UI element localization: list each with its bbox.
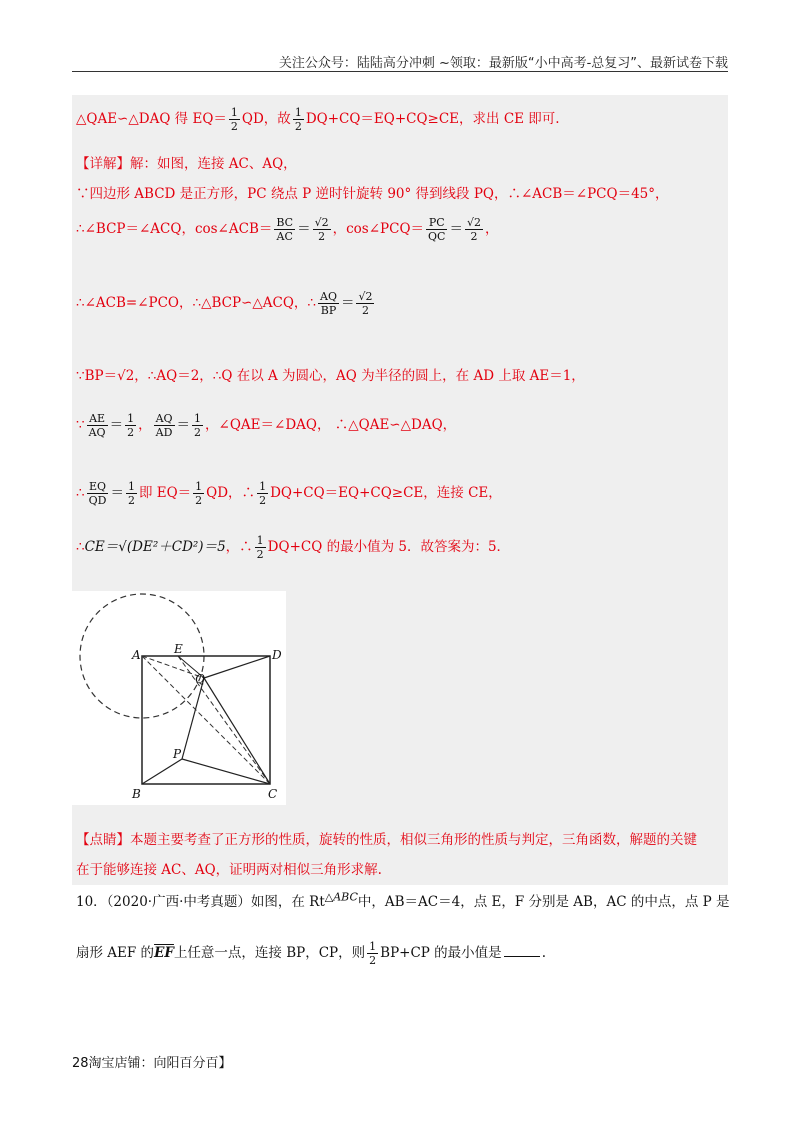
denominator: 2	[194, 426, 202, 439]
arc-ef: $\overline{EF}$	[154, 945, 174, 961]
solution-line-8	[76, 480, 502, 507]
text: ，∴	[225, 539, 253, 555]
math-expression: CE＝√(DE²＋CD²)＝5	[84, 539, 226, 555]
numerator: 1	[369, 940, 377, 953]
denominator: AQ	[88, 426, 106, 439]
text: QD，∴	[206, 485, 256, 501]
question-10-line-2	[76, 940, 546, 967]
text: BP+CP 的最小值是	[380, 945, 502, 961]
numerator: AQ	[155, 412, 173, 425]
fraction	[356, 290, 374, 317]
label-e: E	[174, 642, 183, 656]
denominator: 2	[369, 954, 377, 967]
text: ＝	[110, 485, 124, 501]
denominator: 2	[195, 494, 203, 507]
text: ＝	[340, 295, 355, 311]
fraction	[318, 290, 339, 317]
numerator: 1	[194, 412, 202, 425]
label-a: A	[132, 648, 141, 662]
text: ＝	[109, 417, 124, 433]
fraction	[257, 480, 268, 507]
denominator: 2	[318, 230, 326, 243]
denominator: 2	[256, 548, 264, 561]
solution-line-2: 【详解】解：如图，连接 AC、AQ，	[76, 156, 297, 172]
numerator: 1	[127, 480, 135, 493]
fraction	[193, 480, 204, 507]
solution-line-4	[76, 216, 498, 243]
fraction	[274, 216, 295, 243]
fraction	[87, 480, 109, 507]
numerator: PC	[426, 216, 447, 230]
text: .	[541, 945, 546, 961]
fraction	[125, 412, 136, 439]
text: ∵	[76, 417, 85, 433]
numerator: AQ	[320, 290, 337, 303]
text: DQ+CQ＝EQ+CQ≥CE，连接 CE，	[270, 485, 502, 501]
numerator: 1	[127, 412, 135, 425]
text: △QAE∽△DAQ 得 EQ＝	[76, 111, 227, 127]
text: DQ+CQ＝EQ+CQ≥CE，求出 CE 即可.	[305, 111, 560, 127]
label-b: B	[132, 787, 141, 801]
text: 10．（2020·广西·中考真题）如图，在 Rt	[76, 894, 325, 910]
text: 扇形 AEF 的	[76, 945, 155, 961]
line-ac	[142, 656, 270, 784]
label-c: C	[268, 787, 278, 801]
line-qd	[204, 656, 270, 678]
denominator: 2	[230, 120, 238, 133]
solution-line-7	[76, 412, 456, 439]
text: ∴	[76, 539, 85, 555]
fraction	[229, 106, 240, 133]
denominator: 2	[127, 494, 135, 507]
text: 中，AB＝AC＝4，点 E，F 分别是 AB，AC 的中点，点 P 是	[357, 894, 730, 910]
fraction	[126, 480, 137, 507]
question-10-line-1	[76, 890, 730, 910]
solution-line-5	[76, 290, 376, 317]
numerator: √2	[466, 216, 481, 229]
text: 上任意一点，连接 BP，CP，则	[173, 945, 366, 961]
numerator: BC	[276, 216, 294, 229]
denominator: 2	[361, 304, 369, 317]
denominator: 2	[127, 426, 135, 439]
text: 即 EQ＝	[138, 485, 192, 501]
fraction	[255, 534, 266, 561]
text: ＝	[449, 221, 463, 237]
text: ，∠QAE＝∠DAQ， ∴△QAE∽△DAQ，	[205, 417, 457, 433]
dianjing-line-2: 在于能够连接 AC、AQ，证明两对相似三角形求解.	[76, 862, 382, 878]
fraction	[87, 412, 108, 439]
line-qp	[182, 678, 204, 759]
denominator: AC	[276, 230, 293, 243]
label-p: P	[173, 747, 182, 761]
fraction	[293, 106, 304, 133]
fraction	[426, 216, 447, 243]
triangle-symbol: △ABC	[324, 890, 358, 904]
text: ＝	[176, 417, 191, 433]
denominator: 2	[470, 230, 478, 243]
denominator: BP	[320, 304, 337, 317]
square-rotation-diagram	[72, 591, 286, 805]
denominator: AD	[155, 426, 173, 439]
page-header: 关注公众号：陆陆高分冲刺 ~领取：最新版“小中高考-总复习”、最新试卷下载	[278, 56, 728, 71]
label-q: Q	[195, 672, 205, 686]
text: ＝	[297, 221, 311, 237]
label-d: D	[272, 648, 282, 662]
text: DQ+CQ 的最小值为 5．故答案为：5．	[267, 539, 511, 555]
numerator: √2	[358, 290, 373, 303]
text: ∴∠BCP＝∠ACQ，cos∠ACB＝	[76, 221, 273, 237]
fraction	[192, 412, 203, 439]
text: ∴	[76, 485, 85, 501]
geometry-figure	[72, 591, 286, 805]
numerator: AE	[87, 412, 108, 426]
dianjing-line-1: 【点睛】本题主要考查了正方形的性质，旋转的性质，相似三角形的性质与判定，三角函数，解题的关键	[76, 832, 697, 848]
solution-line-9	[76, 534, 510, 561]
numerator: 1	[230, 106, 238, 119]
text: ∴∠ACB=∠PCO，∴△BCP∽△ACQ，∴	[76, 295, 316, 311]
numerator: 1	[195, 480, 203, 493]
fraction	[313, 216, 331, 243]
line-bp	[142, 759, 182, 784]
numerator: 1	[256, 534, 264, 547]
denominator: 2	[259, 494, 267, 507]
line-ec	[178, 656, 270, 784]
text: ，	[138, 417, 152, 433]
numerator: EQ	[87, 480, 109, 494]
solution-line-1	[76, 106, 560, 133]
numerator: 1	[259, 480, 267, 493]
text: ，cos∠PCQ＝	[332, 221, 425, 237]
denominator: 2	[294, 120, 302, 133]
text: ，	[484, 221, 499, 237]
fraction	[465, 216, 483, 243]
page-footer: 28淘宝店铺：向阳百分百】	[72, 1056, 232, 1071]
answer-blank[interactable]	[504, 944, 540, 957]
denominator: QC	[428, 230, 446, 243]
fraction	[154, 412, 175, 439]
solution-line-6: ∵BP＝√2，∴AQ＝2，∴Q 在以 A 为圆心，AQ 为半径的圆上，在 AD 上取 AE＝1，	[76, 368, 585, 384]
header-divider	[72, 71, 728, 72]
denominator: QD	[88, 494, 107, 507]
solution-line-3: ∵四边形 ABCD 是正方形，PC 绕点 P 逆时针旋转 90° 得到线段 PQ，∴∠ACB＝∠PCQ＝45°，	[76, 186, 669, 202]
fraction	[367, 940, 378, 967]
text: QD，故	[241, 111, 291, 127]
numerator: 1	[294, 106, 302, 119]
numerator: √2	[314, 216, 329, 229]
